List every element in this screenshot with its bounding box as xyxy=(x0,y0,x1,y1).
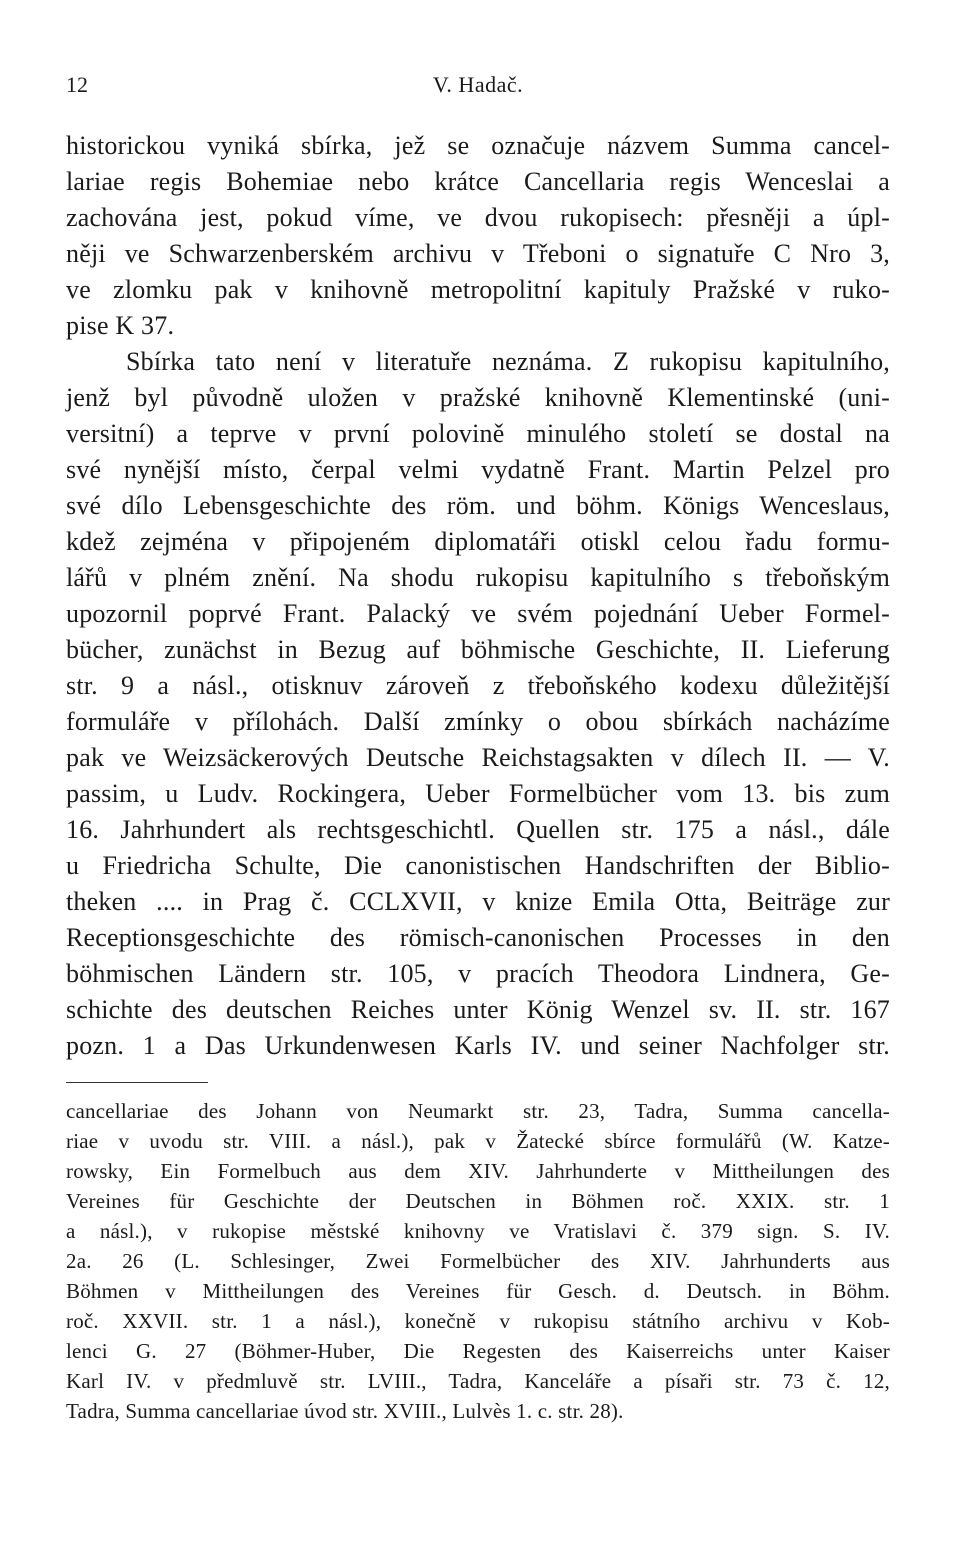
footnote-line: cancellariae des Johann von Neumarkt str. 23, Tadra, Summa cancella- xyxy=(66,1099,890,1123)
footnote-separator xyxy=(66,1082,208,1083)
body-line: bücher, zunächst in Bezug auf böhmische Geschichte, II. Lieferung xyxy=(66,635,890,664)
body-line: ve zlomku pak v knihovně metropolitní kapituly Pražské v ruko- xyxy=(66,275,890,304)
body-line: Sbírka tato není v literatuře neznáma. Z rukopisu kapitulního, xyxy=(126,347,890,376)
body-line: zachována jest, pokud víme, ve dvou rukopisech: přesněji a úpl- xyxy=(66,203,890,232)
body-line: kdež zejména v připojeném diplomatáři otiskl celou řadu formu- xyxy=(66,527,890,556)
body-line: Receptionsgeschichte des römisch-canonischen Processes in den xyxy=(66,923,890,952)
body-line: lariae regis Bohemiae nebo krátce Cancellaria regis Wenceslai a xyxy=(66,167,890,196)
footnote-line: Karl IV. v předmluvě str. LVIII., Tadra, Kanceláře a písaři str. 73 č. 12, xyxy=(66,1369,890,1393)
footnote-line: roč. XXVII. str. 1 a násl.), konečně v rukopisu státního archivu v Kob- xyxy=(66,1309,890,1333)
body-line: jenž byl původně uložen v pražské knihovně Klementinské (uni- xyxy=(66,383,890,412)
body-line: passim, u Ludv. Rockingera, Ueber Formelbücher vom 13. bis zum xyxy=(66,779,890,808)
body-line: pak ve Weizsäckerových Deutsche Reichstagsakten v dílech II. — V. xyxy=(66,743,890,772)
body-line: pozn. 1 a Das Urkundenwesen Karls IV. und seiner Nachfolger str. xyxy=(66,1031,890,1060)
footnote-line: rowsky, Ein Formelbuch aus dem XIV. Jahrhunderte v Mittheilungen des xyxy=(66,1159,890,1183)
body-line: své nynější místo, čerpal velmi vydatně Frant. Martin Pelzel pro xyxy=(66,455,890,484)
body-line: své dílo Lebensgeschichte des röm. und böhm. Königs Wenceslaus, xyxy=(66,491,890,520)
body-line: něji ve Schwarzenberském archivu v Třeboni o signatuře C Nro 3, xyxy=(66,239,890,268)
footnotes xyxy=(66,1096,890,1426)
footnote-line: Tadra, Summa cancellariae úvod str. XVIII., Lulvès 1. c. str. 28). xyxy=(66,1399,624,1423)
body-line: theken .... in Prag č. CCLXVII, v knize Emila Otta, Beiträge zur xyxy=(66,887,890,916)
body-line: upozornil poprvé Frant. Palacký ve svém pojednání Ueber Formel- xyxy=(66,599,890,628)
body-line: versitní) a teprve v první polovině minulého století se dostal na xyxy=(66,419,890,448)
body-line: historickou vyniká sbírka, jež se označuje názvem Summa cancel- xyxy=(66,131,890,160)
body-line: formuláře v přílohách. Další zmínky o obou sbírkách nacházíme xyxy=(66,707,890,736)
body-line: pise K 37. xyxy=(66,311,175,340)
body-line: u Friedricha Schulte, Die canonistischen Handschriften der Biblio- xyxy=(66,851,890,880)
footnote-line: a násl.), v rukopise městské knihovny ve Vratislavi č. 379 sign. S. IV. xyxy=(66,1219,890,1243)
body-text xyxy=(66,128,890,1064)
page-header xyxy=(66,70,890,106)
body-line: böhmischen Ländern str. 105, v pracích Theodora Lindnera, Ge- xyxy=(66,959,890,988)
footnote-line: Böhmen v Mittheilungen des Vereines für Gesch. d. Deutsch. in Böhm. xyxy=(66,1279,890,1303)
running-title: V. Hadač. xyxy=(432,72,524,97)
footnote-line: 2a. 26 (L. Schlesinger, Zwei Formelbücher des XIV. Jahrhunderts aus xyxy=(66,1249,890,1273)
footnote-line: riae v uvodu str. VIII. a násl.), pak v Žatecké sbírce formulářů (W. Katze- xyxy=(66,1129,890,1153)
footnote-line: Vereines für Geschichte der Deutschen in Böhmen roč. XXIX. str. 1 xyxy=(66,1189,890,1213)
body-line: schichte des deutschen Reiches unter König Wenzel sv. II. str. 167 xyxy=(66,995,890,1024)
footnote-line: lenci G. 27 (Böhmer-Huber, Die Regesten des Kaiserreichs unter Kaiser xyxy=(66,1339,890,1363)
page-number: 12 xyxy=(66,72,88,97)
body-line: str. 9 a násl., otisknuv zároveň z třeboňského kodexu důležitější xyxy=(66,671,890,700)
body-line: lářů v plném znění. Na shodu rukopisu kapitulního s třeboňským xyxy=(66,563,890,592)
body-line: 16. Jahrhundert als rechtsgeschichtl. Quellen str. 175 a násl., dále xyxy=(66,815,890,844)
